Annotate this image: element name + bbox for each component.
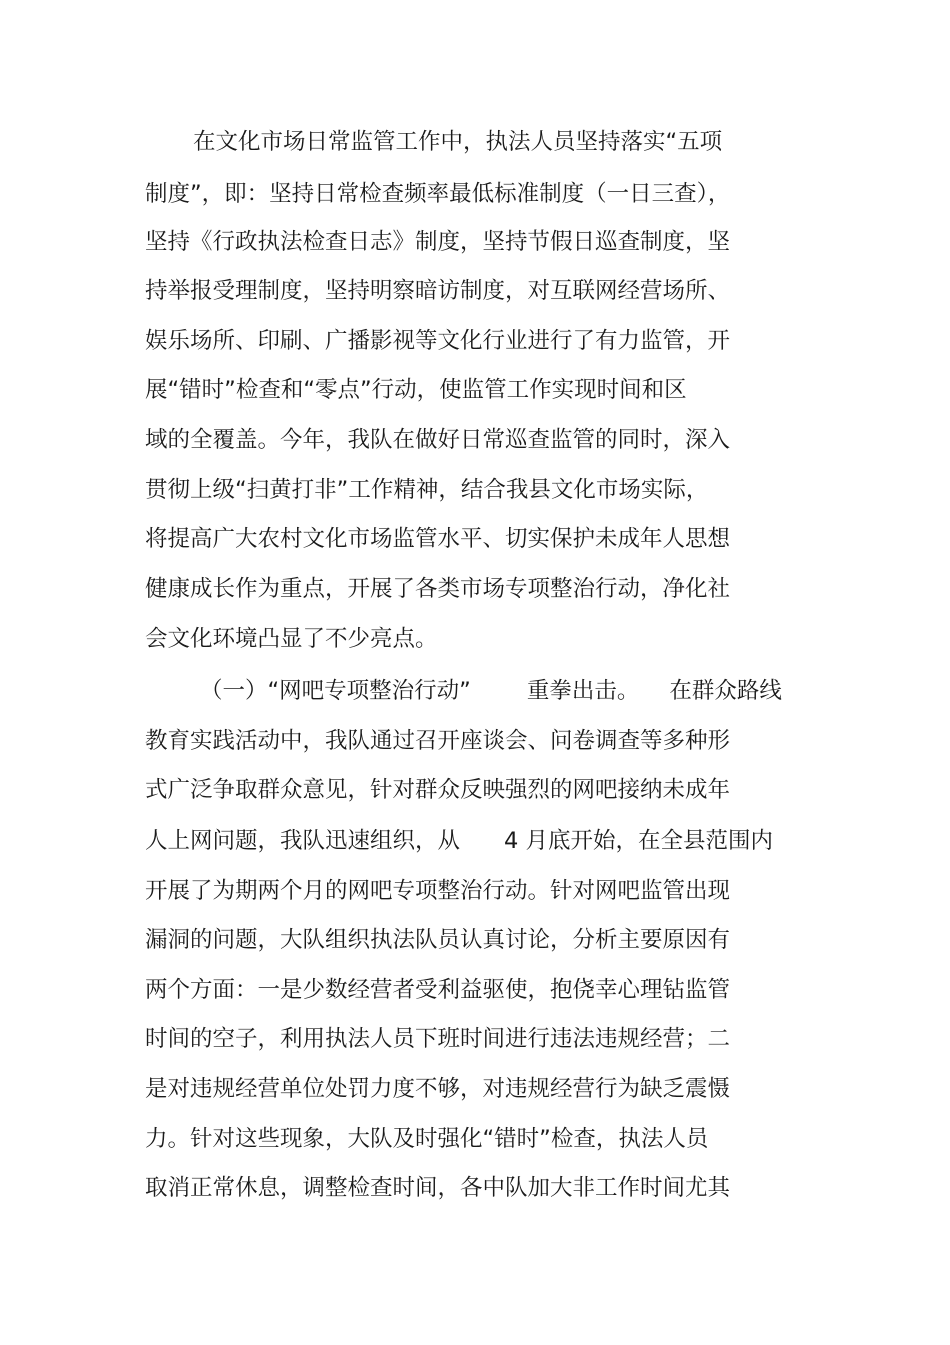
text-line: 是对违规经营单位处罚力度不够，对违规经营行为缺乏震慑: [145, 1076, 731, 1102]
section-lead: 在群众路线: [669, 678, 782, 704]
text-line: 在文化市场日常监管工作中，执法人员坚持落实“五项: [193, 129, 723, 155]
text-line: 域的全覆盖。今年，我队在做好日常巡查监管的同时，深入: [145, 427, 731, 453]
text-line: 坚持《行政执法检查日志》制度，坚持节假日巡查制度，坚: [145, 229, 731, 255]
text-line: 娱乐场所、印刷、广播影视等文化行业进行了有力监管，开: [145, 328, 731, 354]
text-line: 开展了为期两个月的网吧专项整治行动。针对网吧监管出现: [145, 878, 731, 904]
text-line: 展“错时”检查和“零点”行动，使监管工作实现时间和区: [145, 377, 687, 403]
text-line: 贯彻上级“扫黄打非”工作精神，结合我县文化市场实际，: [145, 477, 709, 503]
text-line: [145, 826, 773, 856]
text-line: 持举报受理制度，坚持明察暗访制度，对互联网经营场所、: [145, 278, 731, 304]
text-line: 漏洞的问题，大队组织执法队员认真讨论，分析主要原因有: [145, 927, 731, 953]
text-line: 将提高广大农村文化市场监管水平、切实保护未成年人思想: [145, 526, 731, 552]
text-line: 时间的空子，利用执法人员下班时间进行违法违规经营；二: [145, 1026, 731, 1052]
text-line: 健康成长作为重点，开展了各类市场专项整治行动，净化社: [145, 576, 731, 602]
text-segment: 4 月底开始，在全县范围内: [504, 828, 773, 854]
text-line: 式广泛争取群众意见，针对群众反映强烈的网吧接纳未成年: [145, 777, 731, 803]
section-title: “网吧专项整治行动”: [267, 678, 471, 704]
text-line: 力。针对这些现象，大队及时强化“错时”检查，执法人员: [145, 1126, 709, 1152]
text-segment: 人上网问题，我队迅速组织，从: [145, 828, 461, 854]
section-heading: [200, 676, 782, 706]
text-line: 取消正常休息，调整检查时间，各中队加大非工作时间尤其: [145, 1175, 731, 1201]
text-line: 两个方面：一是少数经营者受利益驱使，抱侥幸心理钻监管: [145, 977, 731, 1003]
section-subtitle: 重拳出击。: [526, 678, 640, 704]
section-number: （一）: [200, 678, 268, 704]
text-line: 会文化环境凸显了不少亮点。: [145, 626, 438, 652]
text-line: 教育实践活动中，我队通过召开座谈会、问卷调查等多种形: [145, 728, 731, 754]
text-line: 制度”，即：坚持日常检查频率最低标准制度（一日三查），: [145, 181, 731, 207]
